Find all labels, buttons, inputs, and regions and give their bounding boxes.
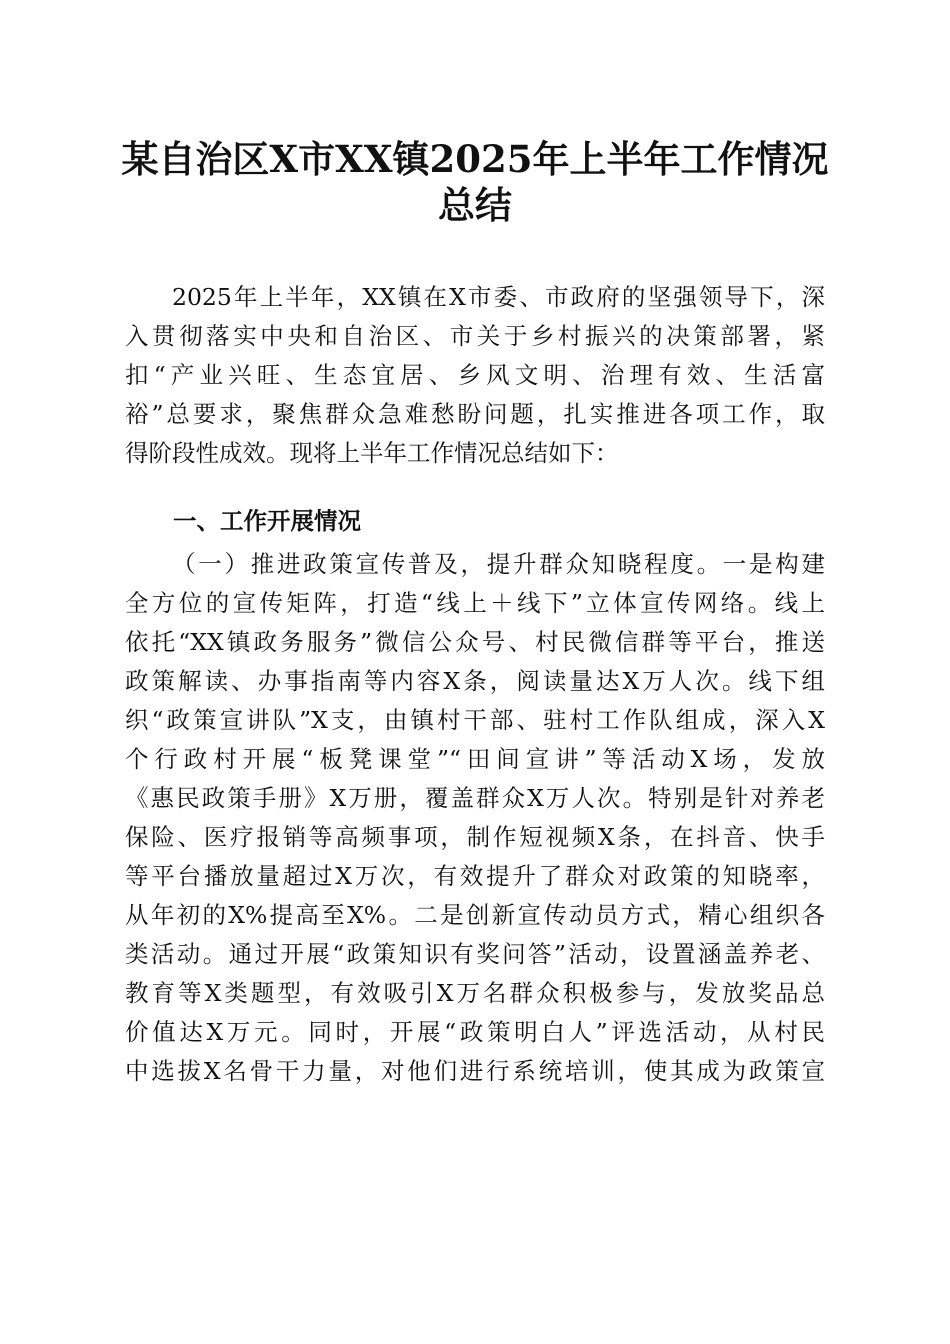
paragraph-line: 从年初的X%提高至X%。二是创新宣传动员方式，精心组织各 xyxy=(125,901,825,929)
paragraph-line: 价值达X万元。同时，开展“政策明白人”评选活动，从村民 xyxy=(125,1018,825,1046)
paragraph-line: 全方位的宣传矩阵，打造“线上＋线下”立体宣传网络。线上 xyxy=(125,589,825,617)
paragraph-line: 教育等X类题型，有效吸引X万名群众积极参与，发放奖品总 xyxy=(125,979,825,1007)
section-heading: 一、工作开展情况 xyxy=(173,507,361,535)
paragraph-line: 保险、医疗报销等高频事项，制作短视频X条，在抖音、快手 xyxy=(125,823,825,851)
paragraph-line: 扣“产业兴旺、生态宜居、乡风文明、治理有效、生活富 xyxy=(125,361,825,389)
title-line-1: 某自治区X市XX镇2025年上半年工作情况 xyxy=(121,137,829,181)
paragraph-line: 2025年上半年，XX镇在X市委、市政府的坚强领导下，深 xyxy=(172,283,825,311)
paragraph-line: 类活动。通过开展“政策知识有奖问答”活动，设置涵盖养老、 xyxy=(125,940,825,968)
paragraph-line: 等平台播放量超过X万次，有效提升了群众对政策的知晓率， xyxy=(125,862,825,890)
title-line-2: 总结 xyxy=(438,183,512,227)
paragraph-line: 个行政村开展“板凳课堂”“田间宣讲”等活动X场，发放 xyxy=(125,745,825,773)
paragraph-line: 入贯彻落实中央和自治区、市关于乡村振兴的决策部署，紧 xyxy=(125,322,825,350)
paragraph-line: 得阶段性成效。现将上半年工作情况总结如下： xyxy=(125,439,619,467)
paragraph-line: 中选拔X名骨干力量，对他们进行系统培训，使其成为政策宣 xyxy=(125,1057,825,1085)
paragraph-line: 裕”总要求，聚焦群众急难愁盼问题，扎实推进各项工作，取 xyxy=(125,400,825,428)
paragraph-line: 政策解读、办事指南等内容X条，阅读量达X万人次。线下组 xyxy=(125,667,825,695)
document-title xyxy=(120,136,830,228)
paragraph-line: 《惠民政策手册》X万册，覆盖群众X万人次。特别是针对养老 xyxy=(125,784,825,812)
paragraph-line: （一）推进政策宣传普及，提升群众知晓程度。一是构建 xyxy=(172,550,825,578)
section-paragraph xyxy=(125,545,825,1091)
paragraph-line: 依托“XX镇政务服务”微信公众号、村民微信群等平台，推送 xyxy=(125,628,825,656)
intro-paragraph xyxy=(125,278,825,473)
paragraph-line: 织“政策宣讲队”X支，由镇村干部、驻村工作队组成，深入X xyxy=(125,706,825,734)
